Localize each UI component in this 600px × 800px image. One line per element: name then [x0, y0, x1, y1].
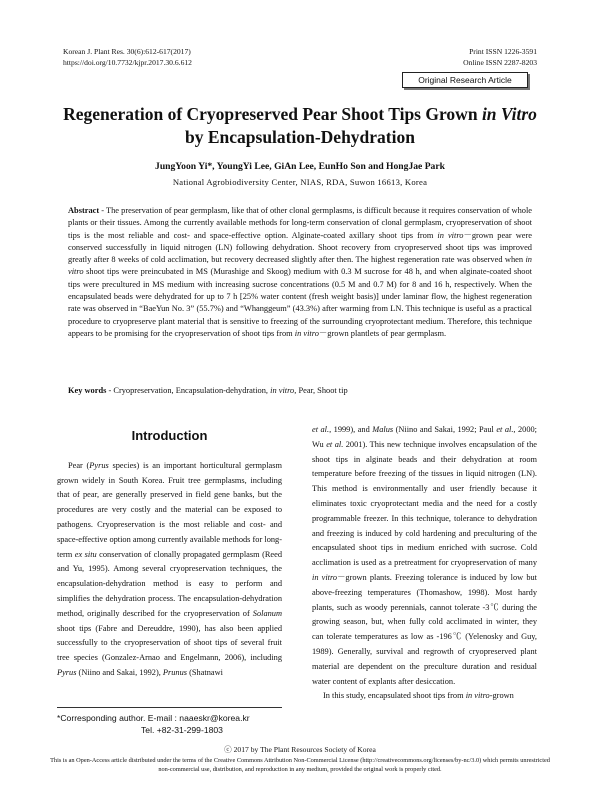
journal-header-left [63, 47, 192, 68]
intro-paragraph: Pear (Pyrus species) is an important horticultural germplasm grown widely in South Korea. Fruit tree germplasms, including that of pear, are generally preserved in field gene banks, but the procedures are very costly and the material can be exposed to pathogens. Cryopreservation is the most reliable and cost- and space-effective option among currently available methods for long-term ex situ conservation of clonally propagated germplasm (Reed and Yu, 1995). Among several cryopreservation techniques, the encapsulation-dehydration method is easy to perform and simplifies the dehydration process. The encapsulation-dehydration method, originally described for the cryopreservation of Solanum shoot tips (Fabre and Dereuddre, 1990), has also been applied successfully to the cryopreservation of shoot tips of several fruit tree species (Gonzalez-Arnao and Engelmann, 2006), including Pyrus (Niino and Sakai, 1992), Prunus (Shatnawi [57, 460, 282, 677]
abstract-label: Abstract [68, 206, 100, 215]
right-column [312, 423, 537, 704]
section-heading-introduction: Introduction [131, 428, 208, 443]
affiliation: National Agrobiodiversity Center, NIAS, RDA, Suwon 16613, Korea [172, 177, 428, 187]
corresponding-author-note [57, 712, 250, 736]
online-issn: Online ISSN 2287-8203 [463, 57, 537, 67]
abstract: Abstract - The preservation of pear germplasm, like that of other clonal germplasms, is difficult because it requires conservation of whole plants or their tissues. Among the currently available methods for long-term conservation of clonal germplasm, cryopreservation of shoot tips is the most reliable and cost- and space-effective option. Alginate-coated axillary shoot tips from in vitro－grown pear were conserved successfully in liquid nitrogen (LN) following dehydration. Shoot recovery from cryopreserved shoot tips was improved greatly after 8 weeks of cold acclimation, but recovery decreased slightly after then. The highest regeneration rate was observed when in vitro shoot tips were preincubated in MS (Murashige and Skoog) medium with 0.3 M sucrose for 48 h, and when alginate-coated shoot tips were precultured in MS medium with increasing sucrose concentrations (0.5 M and 0.7 M) for 8 and 16 h, respectively. When the encapsulated beads were dehydrated for up to 7 h [25% water content (fresh weight basis)] under laminar flow, the highest regeneration rate was observed in “BaeYun No. 3” (55.7%) and “Whanggeum” (43.3%) after warming from LN. This technique is useful as a practical procedure to cryopreserve plant material that is sensitive to freezing of the surrounding cryoprotectant medium. Therefore, this technique appears to be promising for the cryopreservation of shoot tips from in vitro－grown plantlets of pear germplasm. [68, 206, 532, 338]
corresponding-email: *Corresponding author. E-mail : naaeskr@korea.kr [57, 713, 250, 723]
journal-header-right [463, 47, 537, 68]
left-column [57, 412, 282, 681]
article-type-badge: Original Research Article [402, 72, 528, 88]
corresponding-phone: Tel. +82-31-299-1803 [141, 725, 223, 735]
copyright-notice: ⓒ 2017 by The Plant Resources Society of Korea [224, 745, 376, 754]
journal-citation: Korean J. Plant Res. 30(6):612-617(2017) [63, 47, 191, 56]
print-issn: Print ISSN 1226-3591 [469, 47, 537, 56]
keywords-label: Key words [68, 386, 107, 395]
study-paragraph: In this study, encapsulated shoot tips from in vitro-grown [323, 691, 514, 701]
author-list: JungYoon Yi*, YoungYi Lee, GiAn Lee, EunHo Son and HongJae Park [155, 161, 445, 172]
keywords: Key words - Cryopreservation, Encapsulation-dehydration, in vitro, Pear, Shoot tip [68, 386, 348, 395]
license-notice: This is an Open-Access article distributed under the terms of the Creative Commons Attribution Non-Commercial License (http://creativecommons.org/licenses/by-nc/3.0) which permits unrestricted non-commercial use, distribution, and reproduction in any medium, provided the original work is properly cited. [50, 757, 550, 773]
doi-link[interactable]: https://doi.org/10.7732/kjpr.2017.30.6.612 [63, 57, 192, 67]
paper-title: Regeneration of Cryopreserved Pear Shoot Tips Grown in Vitro by Encapsulation-Dehydration [63, 104, 537, 147]
intro-paragraph-continued: et al., 1999), and Malus (Niino and Sakai, 1992; Paul et al., 2000; Wu et al. 2001). This new technique involves encapsulation of the shoot tips in alginate beads and their dehydration at room temperature before freezing of the tissues in liquid nitrogen (LN). This method is environmentally and user friendly because it eliminates toxic cryoprotectant media and the need for a costly programmable freezer. In this technique, tolerance to dehydration and freezing is induced by cold hardening and preculturing of the encapsulated shoot tips in medium enriched with sucrose. Cold acclimation is used as a pretreatment for cryopreservation of many in vitro－grown plants. Freezing tolerance is induced by low but above-freezing temperatures (Thomashow, 1998). Most hardy plants, such as woody perennials, cannot tolerate -3℃ during the growing season, but, when fully cold acclimated in winter, they can tolerate temperatures as low as -196℃ (Yelenosky and Guy, 1989). Generally, survival and regrowth of cryopreserved plant material are dependent on the preculture duration and residual water content of explants after desiccation. [312, 425, 538, 686]
footnote-divider [57, 707, 282, 708]
